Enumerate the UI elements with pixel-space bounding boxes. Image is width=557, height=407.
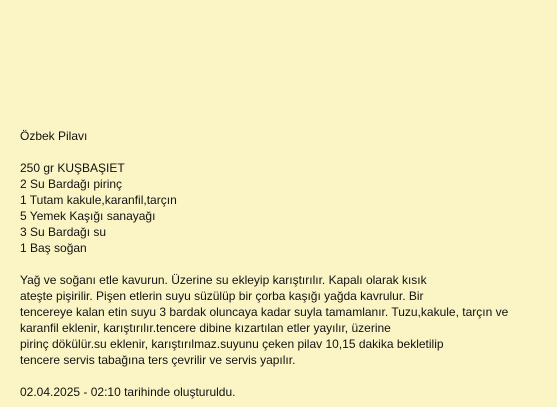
created-timestamp: 02.04.2025 - 02:10 tarihinde oluşturuldu. [20,385,236,399]
recipe-title: Özbek Pilavı [20,129,88,143]
instruction-line: karanfil eklenir, karıştırılır.tencere dibine kızartılan etler yayılır, üzerine [20,321,391,335]
ingredient-item: 250 gr KUŞBAŞIET [20,161,125,175]
ingredient-item: 5 Yemek Kaşığı sanayağı [20,209,156,223]
instruction-line: pirinç dökülür.su eklenir, karıştırılmaz.suyunu çeken pilav 10,15 dakika bekletilip [20,337,444,351]
recipe-instructions [20,272,550,368]
instruction-line: Yağ ve soğanı etle kavurun. Üzerine su ekleyip karıştırılır. Kapalı olarak kısık [20,273,427,287]
ingredient-list [20,160,550,256]
ingredient-item: 1 Baş soğan [20,241,87,255]
instruction-line: tencereye kalan etin suyu 3 bardak oluncaya kadar suyla tamamlanır. Tuzu,kakule, tarçın ve [20,305,509,319]
ingredient-item: 1 Tutam kakule,karanfil,tarçın [20,193,177,207]
instruction-line: ateşte pişirilir. Pişen etlerin suyu süzülüp bir çorba kaşığı yağda kavrulur. Bir [20,289,424,303]
ingredient-item: 3 Su Bardağı su [20,225,107,239]
recipe-document [20,128,550,400]
instruction-line: tencere servis tabağına ters çevrilir ve servis yapılır. [20,353,296,367]
ingredient-item: 2 Su Bardağı pirinç [20,177,123,191]
